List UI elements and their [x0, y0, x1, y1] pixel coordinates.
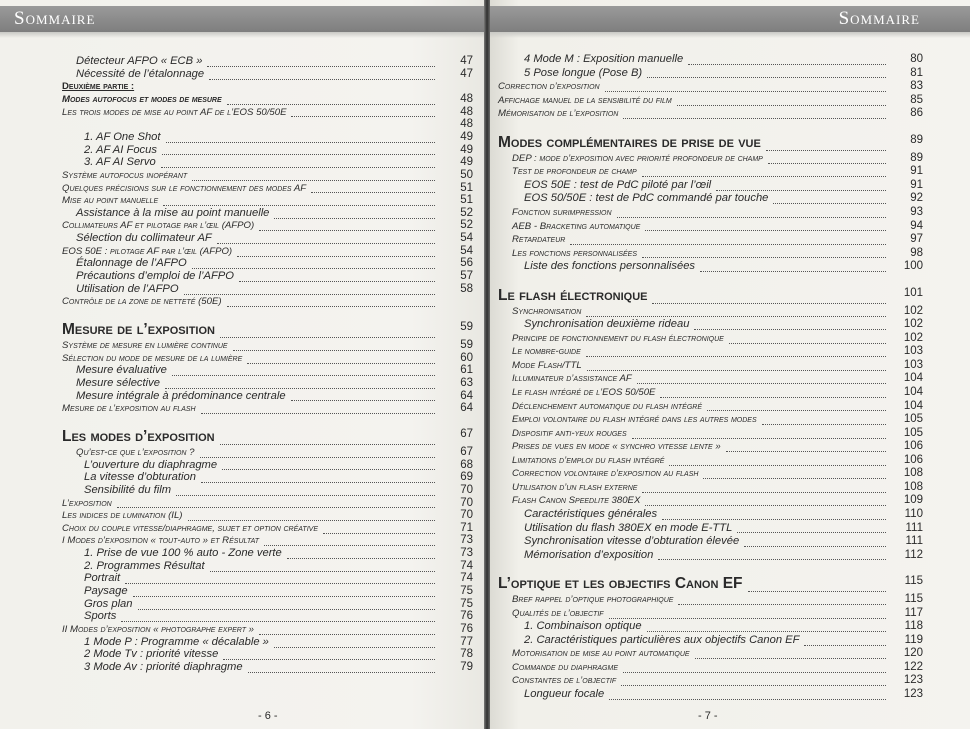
entry-title: 2. Programmes Résultat [84, 559, 205, 572]
page-number: 70 [460, 509, 473, 522]
entry-title: 1. Combinaison optique [524, 620, 642, 633]
page-number: 52 [460, 206, 473, 219]
entry-title: Affichage manuel de la sensibilité du film [498, 94, 672, 106]
page-number: 105 [903, 426, 923, 439]
section-title: Modes complémentaires de prise de vue [498, 133, 761, 151]
dot-leader [227, 292, 435, 307]
entry-title: Système autofocus inopérant [62, 169, 188, 181]
page-number: 106 [903, 440, 923, 453]
entry-title: 3. AF AI Servo [84, 156, 156, 169]
page-number: 115 [904, 575, 923, 588]
entry-title: Assistance à la mise au point manuelle [76, 206, 270, 219]
entry-title: Mémorisation de l’exposition [498, 108, 619, 120]
page-number-left: - 6 - [258, 710, 278, 722]
entry-title: Déclenchement automatique du flash intégré [512, 400, 703, 412]
page-number: 54 [460, 232, 473, 245]
page-number: 49 [460, 156, 473, 169]
page-number: 104 [903, 399, 923, 412]
section-title: L’optique et les objectifs Canon EF [498, 575, 743, 593]
entry-title: Les trois modes de mise au point AF de l’EOS 50/50E [62, 106, 287, 118]
entry-title: Modes autofocus et modes de mesure [62, 93, 222, 105]
page-number: 104 [903, 386, 923, 398]
page-number: 102 [903, 331, 923, 344]
entry-title: Constantes de l’objectif [512, 675, 617, 687]
page-number: 117 [904, 606, 923, 619]
entry-title: Flash Canon Speedlite 380EX [512, 495, 641, 507]
entry-title: Caractéristiques générales [524, 507, 658, 520]
page-number: 86 [910, 107, 923, 120]
entry-title: Mesure intégrale à prédominance centrale [76, 389, 286, 402]
entry-title: Synchronisation [512, 305, 582, 317]
page-number: 103 [903, 358, 923, 371]
entry-title: 2. Caractéristiques particulières aux objectifs Canon EF [524, 633, 800, 646]
entry-title: Les indices de lumination (IL) [62, 510, 183, 522]
page-number: 68 [460, 458, 473, 471]
left-page [0, 0, 484, 729]
entry-title: Emploi volontaire du flash intégré dans les autres modes [512, 414, 757, 426]
page-number: 47 [460, 55, 473, 67]
page-number: 58 [460, 282, 473, 295]
entry-title: Contrôle de la zone de netteté (50E) [62, 296, 222, 308]
entry-title: Dispositif anti-yeux rouges [512, 427, 627, 439]
entry-title: Longueur focale [524, 688, 605, 700]
section-title: Mesure de l’exposition [62, 321, 215, 338]
entry-title: Test de profondeur de champ [512, 166, 637, 178]
entry-title: Détecteur AFPO « ECB » [76, 55, 203, 67]
page-number: 98 [910, 246, 923, 259]
entry-title: La vitesse d’obturation [84, 471, 196, 484]
page-number: 109 [903, 494, 923, 507]
page-number: 48 [460, 118, 473, 131]
entry-title: Commande du diaphragme [512, 661, 618, 673]
page-number: 120 [903, 647, 923, 660]
page-number: 73 [460, 534, 473, 547]
entry-title: I Modes d’exposition « tout-auto » et Résultat [62, 535, 260, 547]
page-number: 76 [460, 623, 473, 635]
page-number: 77 [460, 635, 473, 648]
toc-entry [524, 522, 960, 536]
page-number: 104 [903, 372, 923, 385]
page-number: 81 [910, 66, 923, 79]
page-number: 79 [460, 660, 473, 673]
entry-title: Prises de vues en mode « synchro vitesse lente » [512, 441, 721, 453]
dot-leader [766, 130, 886, 151]
page-number: 89 [910, 133, 923, 146]
toc-entry [524, 688, 960, 702]
page-number: 111 [905, 535, 923, 548]
toc-entry [498, 107, 960, 121]
dot-leader [652, 283, 886, 304]
entry-title: Mise au point manuelle [62, 195, 159, 207]
entry-title: Mesure évaluative [76, 364, 167, 377]
entry-title: Synchronisation vitesse d’obturation élevée [524, 535, 740, 548]
entry-title: Mode Flash/TTL [512, 359, 582, 371]
page-number: 91 [910, 165, 923, 178]
entry-title: EOS 50E : pilotage AF par l’œil (AFPO) [62, 245, 233, 257]
page-number: 75 [460, 585, 473, 598]
page-number: 97 [910, 233, 923, 246]
entry-title: Principe de fonctionnement du flash électronique [512, 332, 724, 344]
entry-title: Sélection du mode de mesure de la lumière [62, 352, 243, 364]
page-number: 112 [904, 548, 923, 561]
entry-title: Utilisation du flash 380EX en mode E-TTL [524, 521, 733, 534]
page-number: 70 [460, 496, 473, 509]
page-number: 70 [460, 483, 473, 496]
entry-title: Portrait [84, 572, 121, 585]
page-number: 101 [903, 286, 923, 299]
page-header-left: Sommaire [0, 6, 484, 32]
entry-title: Motorisation de mise au point automatique [512, 648, 690, 660]
page-number: 59 [460, 339, 473, 351]
page-number: 80 [910, 53, 923, 65]
page-number: 105 [903, 413, 923, 426]
page-number: 52 [460, 219, 473, 232]
page-number: 75 [460, 597, 473, 610]
entry-title: Étalonnage de l’AFPO [76, 257, 187, 270]
entry-title: Sensibilité du film [84, 483, 172, 496]
entry-title: Qualités de l’objectif [512, 607, 604, 619]
entry-title: 1. Prise de vue 100 % auto - Zone verte [84, 547, 282, 560]
page-number: 48 [460, 92, 473, 105]
page-number: 76 [460, 610, 473, 623]
toc-entry [62, 295, 480, 309]
entry-title: 1. AF One Shot [84, 130, 161, 143]
page-number: 118 [904, 620, 923, 633]
page-number-right: - 7 - [698, 710, 718, 722]
page-number: 110 [904, 507, 923, 520]
page-number: 51 [460, 194, 473, 207]
page-number: 50 [460, 168, 473, 181]
page-number: 93 [910, 205, 923, 218]
entry-title: Le nombre-guide [512, 346, 581, 358]
page-number: 85 [910, 93, 923, 106]
entry-title: Mesure sélective [76, 376, 160, 389]
page-number: 111 [905, 521, 923, 534]
page-number: 59 [460, 321, 473, 333]
page-number: 102 [903, 304, 923, 317]
entry-title: Mesure de l’exposition au flash [62, 403, 196, 415]
page-number: 108 [903, 467, 923, 480]
page-number: 102 [903, 318, 923, 331]
entry-title: Limitations d’emploi du flash intégré [512, 454, 665, 466]
page-number: 115 [904, 593, 923, 606]
entry-title: 5 Pose longue (Pose B) [524, 66, 643, 79]
page-number: 89 [910, 151, 923, 164]
entry-title: Synchronisation deuxième rideau [524, 318, 690, 331]
right-page [490, 0, 970, 729]
toc-right [490, 0, 970, 729]
dot-leader [209, 65, 435, 80]
page-number: 94 [910, 219, 923, 232]
entry-title: Système de mesure en lumière continue [62, 340, 228, 351]
entry-title: Nécessité de l’étalonnage [76, 67, 205, 80]
page-number: 67 [460, 427, 473, 440]
entry-title: Deuxième partie : [62, 81, 135, 93]
page-number: 92 [910, 192, 923, 205]
page-number: 54 [460, 244, 473, 257]
entry-title: Sélection du collimateur AF [76, 232, 212, 245]
page-number: 57 [460, 270, 473, 283]
entry-title: AEB - Bracketing automatique [512, 220, 641, 232]
toc-entry [524, 549, 960, 563]
page-number: 64 [460, 402, 473, 415]
entry-title: Paysage [84, 585, 128, 598]
page-number: 74 [460, 572, 473, 585]
entry-title: Utilisation d’un flash externe [512, 481, 638, 493]
entry-title: Illuminateur d’assistance AF [512, 373, 632, 385]
page-number: 71 [460, 521, 473, 534]
dot-leader [658, 546, 886, 561]
page-number: 108 [903, 480, 923, 493]
toc-entry [498, 133, 960, 153]
dot-leader [623, 104, 886, 119]
page-number: 91 [910, 178, 923, 191]
entry-title: 2. AF AI Focus [84, 143, 157, 156]
entry-title: L’ouverture du diaphragme [84, 458, 218, 471]
page-number: 47 [460, 67, 473, 80]
page-number: 63 [460, 376, 473, 389]
entry-title: EOS 50E : test de PdC piloté par l’œil [524, 178, 712, 191]
page-number: 61 [460, 364, 473, 377]
dot-leader [609, 685, 886, 700]
dot-leader [248, 658, 435, 673]
entry-title: 1 Mode P : Programme « décalable » [84, 635, 269, 648]
entry-title: Bref rappel d’optique photographique [512, 594, 674, 606]
entry-title: Liste des fonctions personnalisées [524, 260, 696, 273]
dot-leader [220, 317, 435, 338]
page-number: 123 [903, 674, 923, 687]
entry-title: Gros plan [84, 597, 133, 610]
entry-title: Mémorisation d’exposition [524, 548, 654, 561]
section-title: Le flash électronique [498, 286, 648, 304]
page-number: 60 [460, 351, 473, 364]
page-number: 64 [460, 389, 473, 402]
toc-entry [512, 400, 960, 414]
page-number: 69 [460, 471, 473, 484]
dot-leader [748, 571, 886, 592]
toc-entry [84, 661, 480, 675]
entry-title: Précautions d’emploi de l’AFPO [76, 270, 234, 283]
entry-title: 4 Mode M : Exposition manuelle [524, 53, 684, 65]
entry-title: Correction volontaire d’exposition au flash [512, 468, 699, 480]
dot-leader [201, 399, 435, 414]
dot-leader [700, 257, 886, 272]
dot-leader [291, 103, 435, 118]
page-number: 106 [903, 453, 923, 466]
entry-title: Collimateurs AF et pilotage par l’œil (AFPO) [62, 220, 255, 232]
toc-entry [524, 620, 960, 634]
entry-title: 3 Mode Av : priorité diaphragme [84, 660, 243, 673]
entry-title: Fonction surimpression [512, 206, 612, 218]
page-number: 83 [910, 80, 923, 93]
entry-title: Quelques précisions sur le fonctionnement des modes AF [62, 182, 307, 194]
toc-entry [62, 402, 480, 416]
page-number: 122 [903, 660, 923, 673]
entry-title: Sports [84, 610, 117, 623]
entry-title: L’exposition [62, 497, 112, 509]
page-number: 49 [460, 130, 473, 143]
toc-entry [524, 179, 960, 193]
page-number: 56 [460, 257, 473, 270]
entry-title: II Modes d’exposition « photographe expert » [62, 624, 255, 635]
page-number: 48 [460, 105, 473, 118]
page-number: 78 [460, 648, 473, 661]
entry-title: Utilisation de l’AFPO [76, 282, 179, 295]
page-number: 103 [903, 345, 923, 358]
entry-title: Les fonctions personnalisées [512, 247, 638, 259]
toc-left [0, 0, 484, 729]
page-number: 100 [903, 260, 923, 273]
page-number: 123 [903, 688, 923, 700]
entry-title: Le flash intégré de l’EOS 50/50E [512, 387, 656, 398]
page-number: 74 [460, 559, 473, 572]
entry-title: Retardateur [512, 234, 566, 246]
toc-entry [524, 260, 960, 274]
page-number: 67 [460, 445, 473, 458]
section-title: Les modes d’exposition [62, 427, 215, 445]
dot-leader [220, 424, 435, 445]
entry-title: Qu’est-ce que l’exposition ? [76, 446, 195, 458]
page-number: 51 [460, 181, 473, 194]
page-number: 73 [460, 547, 473, 560]
page-number: 119 [904, 633, 923, 646]
page-number: 49 [460, 143, 473, 156]
entry-title: Correction d’exposition [498, 81, 600, 93]
entry-title: Choix du couple vitesse/diaphragme, sujet et option créative [62, 522, 318, 534]
entry-title: DEP : mode d’exposition avec priorité profondeur de champ [512, 152, 763, 164]
page-header-right: Sommaire [490, 6, 970, 32]
entry-title: EOS 50/50E : test de PdC commandé par touche [524, 192, 769, 205]
entry-title: 2 Mode Tv : priorité vitesse [84, 648, 219, 661]
